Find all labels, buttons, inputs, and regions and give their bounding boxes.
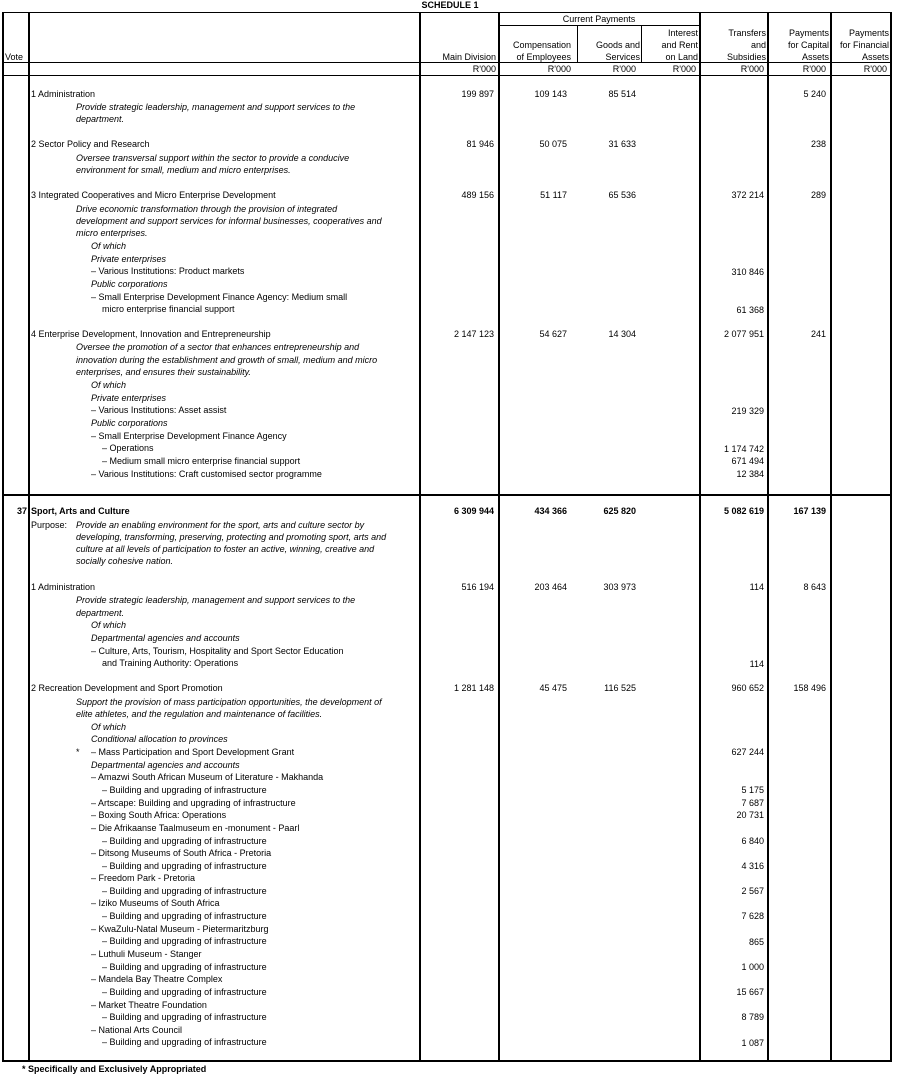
compensation-value: 434 366 (534, 506, 567, 516)
header-capital-2: for Capital (787, 40, 829, 50)
row-label: 1 Administration (31, 582, 96, 592)
row-label: – Market Theatre Foundation (91, 1000, 207, 1010)
main-division-value: 81 946 (466, 139, 494, 149)
row-label: – Various Institutions: Product markets (91, 266, 245, 276)
row-label: – Medium small micro enterprise financial support (102, 456, 301, 466)
row-label: 3 Integrated Cooperatives and Micro Enterprise Development (31, 190, 276, 200)
compensation-value: 50 075 (539, 139, 567, 149)
transfers-value: 6 840 (741, 836, 764, 846)
row-label: Public corporations (91, 279, 168, 289)
transfers-value: 960 652 (731, 683, 764, 693)
header-vote: Vote (5, 52, 24, 62)
row-label: 2 Recreation Development and Sport Promotion (31, 683, 223, 693)
row-label: – Building and upgrading of infrastructure (102, 911, 267, 921)
row-label: – Various Institutions: Craft customised sector programme (91, 469, 322, 479)
header-financial-3: Assets (861, 52, 889, 62)
row-label: and Training Authority: Operations (102, 658, 239, 668)
row-label: Public corporations (91, 418, 168, 428)
row-label: 4 Enterprise Development, Innovation and Entrepreneurship (31, 329, 271, 339)
transfers-value: 1 087 (741, 1038, 764, 1048)
row-label: – Building and upgrading of infrastructure (102, 886, 267, 896)
transfers-value: 7 687 (741, 798, 764, 808)
row-label: – Ditsong Museums of South Africa - Pretoria (91, 848, 272, 858)
row-label: 1 Administration (31, 89, 96, 99)
transfers-value: 5 082 619 (723, 506, 764, 516)
unit-goods: R'000 (612, 64, 636, 74)
header-financial-1: Payments (848, 28, 889, 38)
row-label: development and support services for informal businesses, cooperatives and (76, 216, 382, 226)
compensation-value: 109 143 (534, 89, 567, 99)
goods-services-value: 85 514 (608, 89, 636, 99)
transfers-value: 2 567 (741, 886, 764, 896)
row-label: micro enterprise financial support (102, 304, 235, 314)
transfers-value: 2 077 951 (723, 329, 764, 339)
row-label: Conditional allocation to provinces (91, 734, 228, 744)
transfers-value: 310 846 (731, 267, 764, 277)
header-transfers-2: and (750, 40, 766, 50)
row-label: – Building and upgrading of infrastructure (102, 987, 267, 997)
capital-assets-value: 158 496 (793, 683, 826, 693)
row-label: socially cohesive nation. (76, 556, 174, 566)
transfers-value: 8 789 (741, 1012, 764, 1022)
header-main-division: Main Division (442, 52, 496, 62)
row-label: Of which (91, 620, 127, 630)
transfers-value: 114 (749, 659, 764, 669)
row-label: Departmental agencies and accounts (91, 760, 240, 770)
capital-assets-value: 289 (810, 190, 826, 200)
row-label: department. (76, 114, 125, 124)
transfers-value: 372 214 (731, 190, 764, 200)
transfers-value: 12 384 (736, 469, 764, 479)
row-label: – Building and upgrading of infrastructure (102, 962, 267, 972)
specifically-appropriated-mark: * (76, 747, 80, 757)
compensation-value: 203 464 (534, 582, 567, 592)
row-label: culture at all levels of participation to foster an active, winning, creative and (76, 544, 375, 554)
row-label: Provide an enabling environment for the sport, arts and culture sector by (76, 520, 365, 530)
transfers-value: 219 329 (731, 406, 764, 416)
row-label: – Freedom Park - Pretoria (91, 873, 196, 883)
capital-assets-value: 5 240 (803, 89, 826, 99)
goods-services-value: 116 525 (604, 683, 636, 693)
row-label: Oversee the promotion of a sector that enhances entrepreneurship and (76, 342, 360, 352)
row-label: Drive economic transformation through the provision of integrated (76, 204, 338, 214)
header-capital-3: Assets (801, 52, 829, 62)
row-label: – National Arts Council (91, 1025, 183, 1035)
row-label: Provide strategic leadership, management and support services to the (76, 102, 356, 112)
capital-assets-value: 8 643 (803, 582, 826, 592)
row-label: Oversee transversal support within the sector to provide a conducive (76, 153, 350, 163)
goods-services-value: 625 820 (603, 506, 636, 516)
header-transfers-1: Transfers (728, 28, 766, 38)
row-label: – KwaZulu-Natal Museum - Pietermaritzburg (91, 924, 269, 934)
goods-services-value: 14 304 (608, 329, 636, 339)
row-label: – Die Afrikaanse Taalmuseum en -monument - Paarl (91, 823, 300, 833)
header-compensation-2: of Employees (516, 52, 571, 62)
row-label: micro enterprises. (76, 228, 148, 238)
transfers-value: 1 174 742 (723, 444, 764, 454)
transfers-value: 865 (748, 937, 764, 947)
vote-title: Sport, Arts and Culture (31, 506, 130, 516)
schedule-title: SCHEDULE 1 (421, 0, 479, 10)
row-label: Departmental agencies and accounts (91, 633, 240, 643)
row-label: – Building and upgrading of infrastructure (102, 936, 267, 946)
header-interest-1: Interest (667, 28, 698, 38)
row-label: Of which (91, 380, 127, 390)
row-label: – Culture, Arts, Tourism, Hospitality and Sport Sector Education (91, 646, 344, 656)
main-division-value: 2 147 123 (453, 329, 494, 339)
row-label: developing, transforming, preserving, protecting and promoting sport, arts and (76, 532, 387, 542)
row-label: Provide strategic leadership, management and support services to the (76, 595, 356, 605)
row-label: Of which (91, 241, 127, 251)
main-division-value: 516 194 (461, 582, 494, 592)
row-label: – Building and upgrading of infrastructure (102, 785, 267, 795)
compensation-value: 54 627 (539, 329, 567, 339)
transfers-value: 7 628 (741, 911, 764, 921)
transfers-value: 5 175 (741, 785, 764, 795)
main-division-value: 489 156 (461, 190, 494, 200)
main-division-value: 6 309 944 (453, 506, 494, 516)
header-current-payments: Current Payments (562, 14, 636, 24)
unit-main-division: R'000 (472, 64, 496, 74)
row-label: – Mandela Bay Theatre Complex (91, 974, 223, 984)
header-goods-2: Services (605, 52, 640, 62)
main-division-value: 199 897 (461, 89, 494, 99)
row-label: Private enterprises (91, 393, 167, 403)
compensation-value: 45 475 (539, 683, 567, 693)
row-label: enterprises, and ensures their sustainability. (76, 367, 251, 377)
unit-interest: R'000 (672, 64, 696, 74)
capital-assets-value: 241 (810, 329, 826, 339)
row-label: – Building and upgrading of infrastructure (102, 861, 267, 871)
unit-compensation: R'000 (547, 64, 571, 74)
header-financial-2: for Financial (839, 40, 889, 50)
row-label: – Artscape: Building and upgrading of infrastructure (91, 798, 296, 808)
main-division-value: 1 281 148 (453, 683, 494, 693)
row-label: – Amazwi South African Museum of Literature - Makhanda (91, 772, 324, 782)
transfers-value: 61 368 (736, 305, 764, 315)
row-label: environment for small, medium and micro enterprises. (76, 165, 291, 175)
row-label: elite athletes, and the regulation and maintenance of facilities. (76, 709, 323, 719)
row-label: department. (76, 608, 125, 618)
transfers-value: 627 244 (731, 747, 764, 757)
goods-services-value: 31 633 (608, 139, 636, 149)
header-goods-1: Goods and (595, 40, 640, 50)
compensation-value: 51 117 (540, 190, 567, 200)
unit-transfers: R'000 (740, 64, 764, 74)
row-label: – Small Enterprise Development Finance Agency (91, 431, 287, 441)
row-label: Private enterprises (91, 254, 167, 264)
purpose-prefix: Purpose: (31, 520, 68, 530)
row-label: – Building and upgrading of infrastructure (102, 1012, 267, 1022)
transfers-value: 20 731 (736, 810, 764, 820)
row-label: Support the provision of mass participation opportunities, the development of (76, 697, 382, 707)
transfers-value: 114 (749, 582, 764, 592)
goods-services-value: 303 973 (603, 582, 636, 592)
header-transfers-3: Subsidies (726, 52, 766, 62)
row-label: 2 Sector Policy and Research (31, 139, 150, 149)
row-label: – Mass Participation and Sport Development Grant (91, 747, 295, 757)
row-label: Of which (91, 722, 127, 732)
capital-assets-value: 167 139 (793, 506, 826, 516)
row-label: – Small Enterprise Development Finance Agency: Medium small (91, 292, 348, 302)
row-label: – Luthuli Museum - Stanger (91, 949, 202, 959)
vote-number: 37 (16, 506, 27, 516)
capital-assets-value: 238 (810, 139, 826, 149)
row-label: – Iziko Museums of South Africa (91, 898, 220, 908)
header-interest-2: and Rent (661, 40, 698, 50)
transfers-value: 671 494 (731, 456, 764, 466)
row-label: innovation during the establishment and growth of small, medium and micro (76, 355, 378, 365)
row-label: – Operations (102, 443, 154, 453)
row-label: – Building and upgrading of infrastructure (102, 836, 267, 846)
footnote: * Specifically and Exclusively Appropriated (22, 1064, 207, 1074)
unit-capital: R'000 (802, 64, 826, 74)
transfers-value: 4 316 (741, 861, 764, 871)
header-compensation-1: Compensation (512, 40, 571, 50)
goods-services-value: 65 536 (608, 190, 636, 200)
row-label: – Building and upgrading of infrastructure (102, 1037, 267, 1047)
header-interest-3: on Land (665, 52, 698, 62)
transfers-value: 15 667 (736, 987, 764, 997)
row-label: – Various Institutions: Asset assist (91, 405, 227, 415)
unit-financial: R'000 (863, 64, 887, 74)
row-label: – Boxing South Africa: Operations (91, 810, 227, 820)
transfers-value: 1 000 (741, 962, 764, 972)
header-capital-1: Payments (788, 28, 829, 38)
